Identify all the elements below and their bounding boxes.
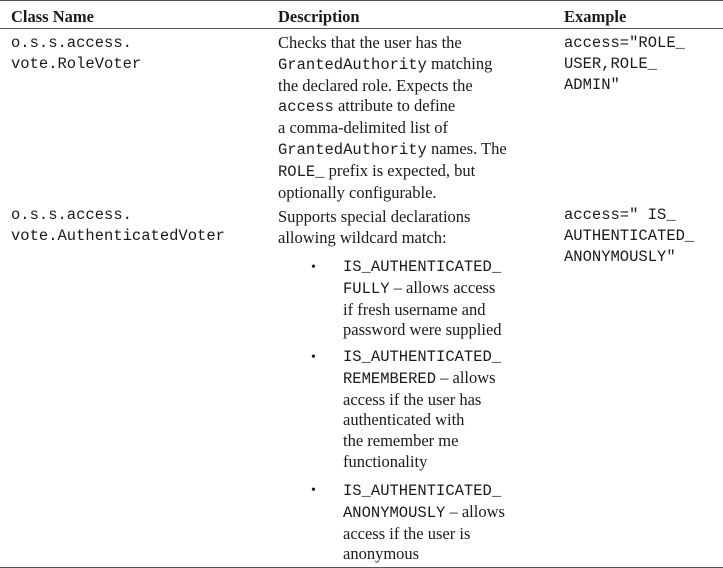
is-authenticated-code: IS_AUTHENTICATED_ [343,258,502,276]
header-description: Description [278,7,360,26]
role-prefix-code: ROLE_ [278,162,325,181]
row2-example-line2: AUTHENTICATED_ [564,226,695,245]
remembered-code: REMEMBERED [343,369,437,388]
header-class-name: Class Name [11,7,94,26]
fully-code: FULLY [343,279,390,298]
row1-class-line2: vote.RoleVoter [11,54,142,73]
row2-intro-line1: Supports special declarations [278,207,471,226]
row1-desc-line5: a comma-delimited list of [278,118,448,138]
anonymously-code: ANONYMOUSLY [343,503,446,522]
row1-desc-line7: ROLE_ prefix is expected, but [278,160,476,181]
header-rule [0,28,723,29]
header-example: Example [564,7,627,26]
row2-description-intro [278,207,470,249]
row1-desc-line6: GrantedAuthority names. The [278,138,507,159]
row1-example-line1: access="ROLE_ [564,34,685,52]
row2-class-name [11,205,225,247]
row2-class-line2: vote.AuthenticatedVoter [11,226,225,245]
bullet-item-fully: IS_AUTHENTICATED_ FULLY – allows access if fresh username and password were supplied [343,258,502,340]
row1-description [278,33,507,203]
granted-authority-code-2: GrantedAuthority [278,140,427,159]
row1-desc-line3: the declared role. Expects the [278,75,473,95]
row2-class-line1: o.s.s.access. [11,206,132,224]
row1-desc-line2: GrantedAuthority matching [278,53,493,74]
row2-example [564,205,694,267]
row1-example-line3: ADMIN" [564,75,620,94]
row1-class-name [11,33,141,75]
row1-desc-line8: optionally configurable. [278,182,437,202]
row1-example-line2: USER,ROLE_ [564,54,658,73]
bullet-item-remembered: IS_AUTHENTICATED_ REMEMBERED – allows access if the user has authenticated with the remember me functionality [343,348,502,471]
bullet-icon: • [311,483,316,498]
bullet-icon: • [311,350,316,365]
granted-authority-code: GrantedAuthority [278,55,427,74]
row1-desc-line1: Checks that the user has the [278,33,462,52]
row2-example-line1: access=" IS_ [564,206,676,224]
bullet-icon: • [311,260,316,275]
is-authenticated-code: IS_AUTHENTICATED_ [343,482,502,500]
row2-example-line3: ANONYMOUSLY" [564,247,676,266]
bullet-item-anonymously: IS_AUTHENTICATED_ ANONYMOUSLY – allows access if the user is anonymous [343,482,505,564]
row2-intro-line2: allowing wildcard match: [278,227,447,247]
is-authenticated-code: IS_AUTHENTICATED_ [343,348,502,366]
access-code: access [278,98,334,117]
row1-desc-line4: access attribute to define [278,96,456,117]
row1-class-line1: o.s.s.access. [11,34,132,52]
row1-example [564,33,685,95]
